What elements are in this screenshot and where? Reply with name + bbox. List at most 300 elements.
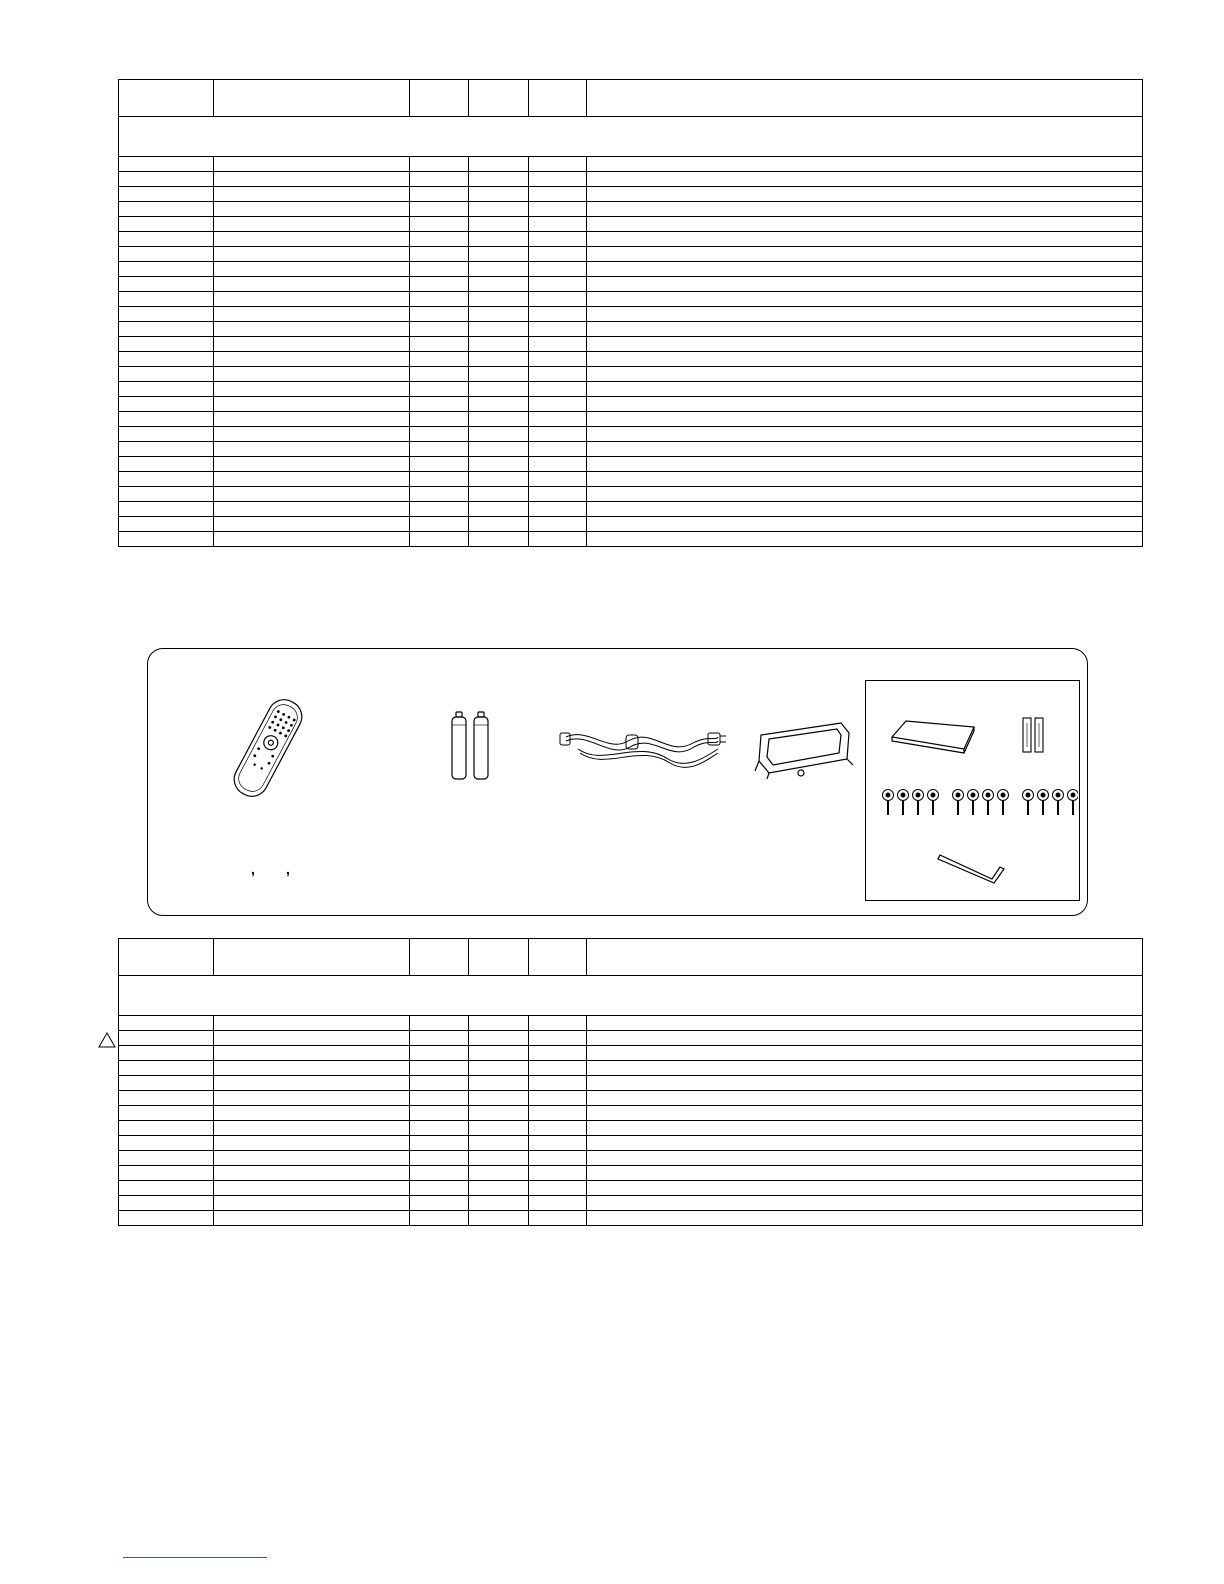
table-cell (529, 487, 587, 502)
table-cell (529, 502, 587, 517)
table-row (119, 277, 1143, 292)
table-row (119, 1106, 1143, 1121)
table-cell (214, 202, 410, 217)
table-cell (587, 1196, 1143, 1211)
table-cell (119, 232, 214, 247)
table-cell (119, 352, 214, 367)
table-cell (214, 532, 410, 547)
table-row (119, 1166, 1143, 1181)
table-cell (469, 517, 529, 532)
remote-separator-1: , (251, 861, 255, 877)
table-cell (410, 217, 469, 232)
table-cell (214, 427, 410, 442)
table-row (119, 1091, 1143, 1106)
table-cell (469, 397, 529, 412)
table-cell (119, 337, 214, 352)
table-cell (214, 397, 410, 412)
table-cell (529, 247, 587, 262)
table-cell (529, 157, 587, 172)
table-cell (410, 292, 469, 307)
table-row (119, 172, 1143, 187)
table-cell (529, 262, 587, 277)
table-row (119, 1211, 1143, 1226)
table-cell (214, 157, 410, 172)
remote-separator-2: , (286, 861, 290, 877)
table-header (119, 939, 1143, 976)
table-cell (119, 1076, 214, 1091)
table-cell (214, 292, 410, 307)
table-cell (410, 157, 469, 172)
table-cell (214, 352, 410, 367)
table-cell (410, 337, 469, 352)
table-cell (469, 352, 529, 367)
battery-icon (445, 709, 495, 783)
table-cell (469, 502, 529, 517)
table-cell (410, 1106, 469, 1121)
stand-plate-icon (888, 715, 978, 755)
table-cell (410, 1091, 469, 1106)
table-cell (119, 1031, 214, 1046)
table-cell (119, 1061, 214, 1076)
table-cell (529, 472, 587, 487)
table-cell (529, 232, 587, 247)
table-cell (410, 442, 469, 457)
table-cell (214, 1076, 410, 1091)
header-description (587, 80, 1143, 117)
table-cell (469, 1151, 529, 1166)
table-cell (469, 1106, 529, 1121)
table-row (119, 1046, 1143, 1061)
table-cell (469, 532, 529, 547)
table-row (119, 412, 1143, 427)
table-cell (469, 487, 529, 502)
table-row (119, 1061, 1143, 1076)
table-cell (529, 172, 587, 187)
table-row (119, 1121, 1143, 1136)
table-cell (119, 1091, 214, 1106)
section-row (119, 117, 1143, 157)
screw-icon (878, 787, 1078, 819)
table-cell (529, 532, 587, 547)
table-cell (469, 367, 529, 382)
table-cell (469, 1196, 529, 1211)
table-cell (529, 1091, 587, 1106)
table-cell (119, 1121, 214, 1136)
table-row (119, 1181, 1143, 1196)
table-cell (587, 1106, 1143, 1121)
table-cell (587, 157, 1143, 172)
table-cell (529, 217, 587, 232)
table-cell (529, 277, 587, 292)
table-cell (214, 1181, 410, 1196)
table-cell (587, 532, 1143, 547)
table-cell (410, 457, 469, 472)
table-cell (469, 217, 529, 232)
table-cell (410, 322, 469, 337)
table-cell (214, 1091, 410, 1106)
table-cell (410, 1211, 469, 1226)
table-row (119, 1196, 1143, 1211)
table-cell (529, 337, 587, 352)
table-cell (214, 232, 410, 247)
table-row (119, 517, 1143, 532)
section-label (119, 976, 1143, 1016)
table-cell (214, 1211, 410, 1226)
table-cell (529, 427, 587, 442)
table-cell (529, 1031, 587, 1046)
table-cell (469, 277, 529, 292)
table-row (119, 262, 1143, 277)
table-cell (587, 217, 1143, 232)
table-cell (410, 187, 469, 202)
table-cell (587, 1166, 1143, 1181)
table-row (119, 487, 1143, 502)
table-cell (469, 172, 529, 187)
table-cell (587, 427, 1143, 442)
table-cell (469, 337, 529, 352)
table-cell (587, 1211, 1143, 1226)
table-row (119, 457, 1143, 472)
table-cell (587, 1061, 1143, 1076)
table-cell (410, 277, 469, 292)
table-cell (469, 232, 529, 247)
table-row (119, 247, 1143, 262)
table-cell (410, 397, 469, 412)
table-cell (587, 337, 1143, 352)
table-cell (119, 472, 214, 487)
table-cell (469, 1091, 529, 1106)
table-cell (119, 442, 214, 457)
table-cell (214, 1046, 410, 1061)
table-cell (214, 277, 410, 292)
table-cell (119, 1166, 214, 1181)
table-cell (214, 517, 410, 532)
table-cell (119, 1046, 214, 1061)
table-cell (214, 1166, 410, 1181)
table-cell (410, 1046, 469, 1061)
table-row (119, 157, 1143, 172)
table-cell (410, 1181, 469, 1196)
table-cell (587, 1031, 1143, 1046)
hinge-bracket-icon (1020, 715, 1048, 755)
table-cell (119, 382, 214, 397)
header-ref (119, 80, 214, 117)
table-cell (469, 442, 529, 457)
table-cell (529, 352, 587, 367)
table-cell (587, 382, 1143, 397)
table-cell (410, 502, 469, 517)
section-row (119, 976, 1143, 1016)
table-cell (214, 322, 410, 337)
table-row (119, 367, 1143, 382)
table-cell (410, 262, 469, 277)
table-cell (119, 532, 214, 547)
table-cell (469, 307, 529, 322)
table-cell (587, 292, 1143, 307)
table-cell (119, 292, 214, 307)
table-cell (529, 1166, 587, 1181)
table-cell (587, 1016, 1143, 1031)
table-cell (587, 187, 1143, 202)
table-cell (119, 1181, 214, 1196)
table-cell (119, 1136, 214, 1151)
table-cell (214, 472, 410, 487)
table-cell (529, 1196, 587, 1211)
table-cell (529, 292, 587, 307)
table-cell (587, 1076, 1143, 1091)
table-cell (410, 427, 469, 442)
table-cell (119, 1016, 214, 1031)
table-cell (529, 1151, 587, 1166)
table-cell (469, 1166, 529, 1181)
safety-warning-icon (98, 1032, 116, 1048)
table-cell (410, 412, 469, 427)
table-row (119, 1031, 1143, 1046)
table-cell (469, 1061, 529, 1076)
header-col5 (529, 80, 587, 117)
table-row (119, 532, 1143, 547)
table-cell (587, 472, 1143, 487)
table-cell (529, 382, 587, 397)
table-cell (214, 1121, 410, 1136)
table-cell (119, 502, 214, 517)
header-col3 (410, 80, 469, 117)
table-row (119, 1016, 1143, 1031)
table-cell (469, 292, 529, 307)
table-row (119, 427, 1143, 442)
table-cell (529, 1061, 587, 1076)
table-row (119, 442, 1143, 457)
table-cell (469, 457, 529, 472)
table-cell (410, 382, 469, 397)
table-cell (214, 487, 410, 502)
table-cell (469, 187, 529, 202)
header-part-no (214, 939, 410, 976)
table-cell (469, 1076, 529, 1091)
table-row (119, 382, 1143, 397)
table-cell (587, 262, 1143, 277)
table-cell (529, 442, 587, 457)
table-cell (469, 157, 529, 172)
table-cell (469, 382, 529, 397)
table-row (119, 472, 1143, 487)
table-cell (410, 532, 469, 547)
table-cell (469, 322, 529, 337)
table-cell (587, 247, 1143, 262)
table-cell (529, 1211, 587, 1226)
table-cell (587, 1046, 1143, 1061)
table-cell (119, 247, 214, 262)
table-cell (587, 1136, 1143, 1151)
table-cell (214, 262, 410, 277)
table-cell (410, 1016, 469, 1031)
table-cell (214, 442, 410, 457)
table-cell (214, 217, 410, 232)
table-cell (587, 1121, 1143, 1136)
table-cell (587, 442, 1143, 457)
table-header (119, 80, 1143, 117)
table-cell (214, 1061, 410, 1076)
header-col5 (529, 939, 587, 976)
table-cell (529, 457, 587, 472)
table-cell (587, 412, 1143, 427)
table-cell (587, 322, 1143, 337)
table-cell (587, 232, 1143, 247)
table-cell (469, 1121, 529, 1136)
footer-link[interactable] (123, 1557, 267, 1558)
header-col4 (469, 939, 529, 976)
table-cell (214, 247, 410, 262)
remote-control-icon (218, 693, 318, 803)
table-cell (119, 1196, 214, 1211)
table-cell (529, 1076, 587, 1091)
table-cell (410, 1136, 469, 1151)
parts-table-bottom (118, 938, 1143, 1226)
table-cell (469, 412, 529, 427)
table-cell (469, 202, 529, 217)
table-cell (529, 367, 587, 382)
table-cell (214, 457, 410, 472)
table-cell (410, 247, 469, 262)
table-cell (587, 352, 1143, 367)
table-cell (410, 352, 469, 367)
table-cell (587, 1091, 1143, 1106)
table-cell (119, 1106, 214, 1121)
power-cord-icon (558, 719, 728, 779)
table-cell (587, 502, 1143, 517)
table-row (119, 1151, 1143, 1166)
table-cell (529, 1106, 587, 1121)
table-cell (119, 412, 214, 427)
table-cell (119, 367, 214, 382)
table-cell (410, 172, 469, 187)
table-row (119, 202, 1143, 217)
table-cell (410, 1121, 469, 1136)
table-cell (587, 1151, 1143, 1166)
table-row (119, 337, 1143, 352)
section-label (119, 117, 1143, 157)
table-cell (214, 1031, 410, 1046)
table-cell (529, 1046, 587, 1061)
table-cell (119, 427, 214, 442)
table-cell (119, 1151, 214, 1166)
table-cell (119, 457, 214, 472)
table-cell (119, 262, 214, 277)
table-row (119, 307, 1143, 322)
table-cell (119, 322, 214, 337)
table-row (119, 187, 1143, 202)
table-cell (469, 1136, 529, 1151)
table-cell (469, 262, 529, 277)
table-cell (214, 1016, 410, 1031)
table-cell (119, 517, 214, 532)
cable-clamp-icon (751, 715, 856, 781)
table-cell (529, 412, 587, 427)
table-cell (529, 1181, 587, 1196)
table-cell (587, 277, 1143, 292)
table-cell (410, 472, 469, 487)
table-row (119, 292, 1143, 307)
table-row (119, 322, 1143, 337)
table-cell (410, 1196, 469, 1211)
table-row (119, 397, 1143, 412)
header-description (587, 939, 1143, 976)
table-cell (214, 337, 410, 352)
table-cell (214, 367, 410, 382)
table-cell (587, 517, 1143, 532)
header-ref (119, 939, 214, 976)
parts-table-top (118, 79, 1143, 547)
table-cell (529, 202, 587, 217)
table-cell (587, 367, 1143, 382)
table-cell (214, 1136, 410, 1151)
table-cell (587, 1181, 1143, 1196)
table-cell (469, 1181, 529, 1196)
table-cell (529, 517, 587, 532)
table-cell (410, 307, 469, 322)
table-cell (469, 247, 529, 262)
table-cell (119, 202, 214, 217)
header-part-no (214, 80, 410, 117)
table-cell (587, 397, 1143, 412)
table-cell (214, 307, 410, 322)
table-cell (410, 1061, 469, 1076)
stand-kit-box (865, 680, 1080, 901)
table-cell (214, 1196, 410, 1211)
table-row (119, 217, 1143, 232)
table-cell (587, 172, 1143, 187)
table-cell (119, 157, 214, 172)
accessories-panel (147, 648, 1088, 916)
table-cell (119, 397, 214, 412)
table-row (119, 502, 1143, 517)
table-cell (529, 322, 587, 337)
table-cell (529, 307, 587, 322)
table-cell (214, 412, 410, 427)
table-cell (587, 307, 1143, 322)
table-row (119, 232, 1143, 247)
table-cell (119, 172, 214, 187)
table-cell (410, 517, 469, 532)
header-col4 (469, 80, 529, 117)
table-cell (214, 187, 410, 202)
table-cell (410, 1031, 469, 1046)
table-cell (410, 1151, 469, 1166)
table-cell (469, 1211, 529, 1226)
table-cell (410, 202, 469, 217)
table-cell (529, 1016, 587, 1031)
table-cell (410, 1166, 469, 1181)
table-cell (587, 202, 1143, 217)
table-cell (214, 172, 410, 187)
header-col3 (410, 939, 469, 976)
table-cell (214, 1151, 410, 1166)
table-cell (410, 1076, 469, 1091)
table-cell (119, 277, 214, 292)
table-row (119, 1136, 1143, 1151)
table-cell (529, 1136, 587, 1151)
table-cell (119, 187, 214, 202)
table-cell (214, 382, 410, 397)
table-cell (587, 457, 1143, 472)
table-cell (119, 307, 214, 322)
table-row (119, 1076, 1143, 1091)
table-cell (410, 487, 469, 502)
table-cell (529, 1121, 587, 1136)
table-cell (529, 397, 587, 412)
table-cell (529, 187, 587, 202)
table-cell (469, 427, 529, 442)
